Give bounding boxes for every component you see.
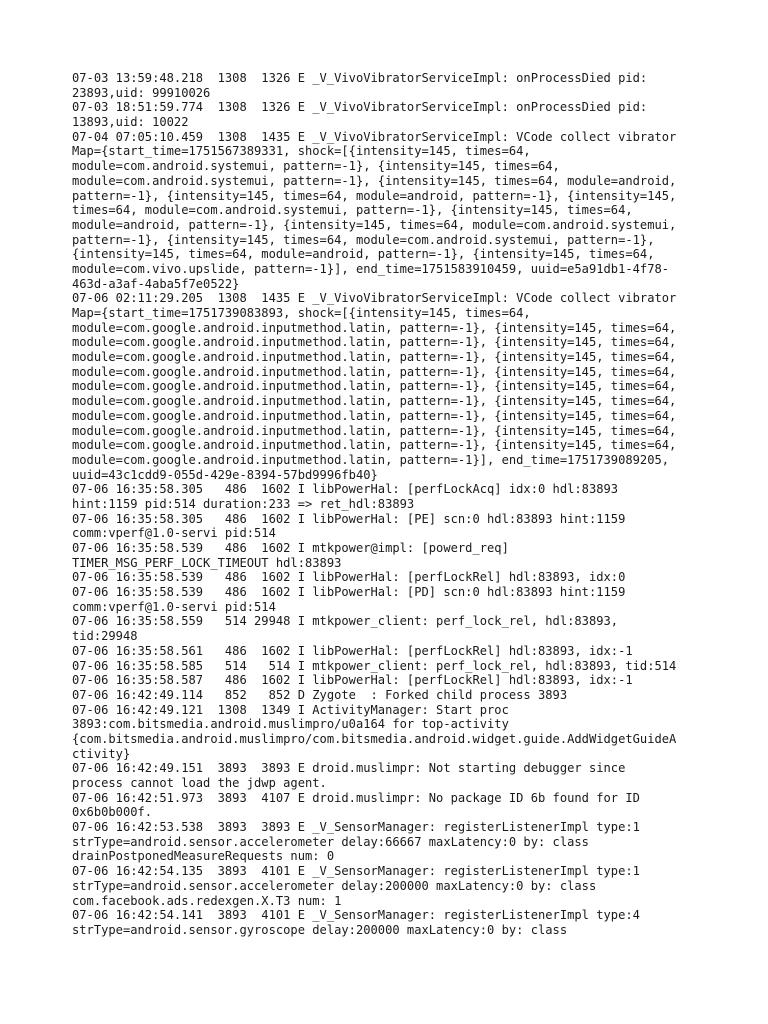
log-line: 07-04 07:05:10.459 1308 1435 E _V_VivoVibratorServiceImpl: VCode collect vibrator [72,129,677,144]
log-line: 07-06 16:42:49.121 1308 1349 I ActivityManager: Start proc [72,702,509,717]
log-line: com.facebook.ads.redexgen.X.T3 num: 1 [72,893,342,908]
log-line: strType=android.sensor.gyroscope delay:200000 maxLatency:0 by: class [72,922,568,937]
log-line: 13893,uid: 10022 [72,115,189,130]
log-line: 07-03 13:59:48.218 1308 1326 E _V_VivoVibratorServiceImpl: onProcessDied pid: [72,71,648,85]
log-line: module=android, pattern=-1}, {intensity=145, times=64, module=com.android.systemui, [72,217,677,232]
log-line: 07-06 16:35:58.539 486 1602 I libPowerHal: [PD] scn:0 hdl:83893 hint:1159 [72,585,626,600]
log-line: 07-06 16:35:58.559 514 29948 I mtkpower_client: perf_lock_rel, hdl:83893, [72,614,619,629]
log-line: 07-06 16:35:58.587 486 1602 I libPowerHal: [perfLockRel] hdl:83893, idx:-1 [72,673,633,688]
log-line: {com.bitsmedia.android.muslimpro/com.bitsmedia.android.widget.guide.AddWidgetGuideA [72,731,677,746]
log-line: module=com.android.systemui, pattern=-1}, {intensity=145, times=64, [72,159,560,174]
log-line: module=com.google.android.inputmethod.latin, pattern=-1}, {intensity=145, times=64, [72,379,677,394]
log-line: drainPostponedMeasureRequests num: 0 [72,849,335,864]
log-line: {intensity=145, times=64, module=android, pattern=-1}, {intensity=145, times=64, [72,247,655,262]
log-line: comm:vperf@1.0-servi pid:514 [72,526,276,541]
log-line: uuid=43c1cdd9-055d-429e-8394-57bd9996fb40} [72,467,378,482]
log-line: 463d-a3af-4aba5f7e0522} [72,276,240,291]
log-line: times=64, module=com.android.systemui, pattern=-1}, {intensity=145, times=64, [72,203,633,218]
log-line: 07-06 16:35:58.539 486 1602 I libPowerHal: [perfLockRel] hdl:83893, idx:0 [72,570,626,585]
log-text-body [72,71,712,938]
log-line: module=com.google.android.inputmethod.latin, pattern=-1}, {intensity=145, times=64, [72,408,677,423]
log-line: module=com.google.android.inputmethod.latin, pattern=-1}, {intensity=145, times=64, [72,394,677,409]
log-line: 07-06 16:42:54.135 3893 4101 E _V_SensorManager: registerListenerImpl type:1 [72,864,640,879]
log-line: ctivity} [72,746,131,761]
log-line: 07-03 18:51:59.774 1308 1326 E _V_VivoVibratorServiceImpl: onProcessDied pid: [72,100,648,115]
log-line: 0x6b0b000f. [72,805,153,820]
log-line: 3893:com.bitsmedia.android.muslimpro/u0a164 for top-activity [72,717,509,732]
log-line: 07-06 16:35:58.539 486 1602 I mtkpower@impl: [powerd_req] [72,541,509,555]
log-line: TIMER_MSG_PERF_LOCK_TIMEOUT hdl:83893 [72,555,342,570]
log-line: strType=android.sensor.accelerometer delay:200000 maxLatency:0 by: class [72,878,597,893]
log-line: 07-06 16:35:58.561 486 1602 I libPowerHal: [perfLockRel] hdl:83893, idx:-1 [72,643,633,658]
log-line: 07-06 16:35:58.305 486 1602 I libPowerHal: [PE] scn:0 hdl:83893 hint:1159 [72,511,626,526]
log-line: module=com.google.android.inputmethod.latin, pattern=-1}, {intensity=145, times=64, [72,438,677,453]
log-line: 07-06 16:42:54.141 3893 4101 E _V_SensorManager: registerListenerImpl type:4 [72,908,640,923]
log-line: comm:vperf@1.0-servi pid:514 [72,599,276,614]
log-line: module=com.google.android.inputmethod.latin, pattern=-1}], end_time=1751739089205, [72,452,670,467]
log-line: 07-06 16:35:58.585 514 514 I mtkpower_client: perf_lock_rel, hdl:83893, tid:514 [72,658,677,673]
log-line: module=com.google.android.inputmethod.latin, pattern=-1}, {intensity=145, times=64, [72,320,677,335]
log-line: module=com.google.android.inputmethod.latin, pattern=-1}, {intensity=145, times=64, [72,423,677,438]
log-line: module=com.google.android.inputmethod.latin, pattern=-1}, {intensity=145, times=64, [72,364,677,379]
log-line: pattern=-1}, {intensity=145, times=64, module=com.android.systemui, pattern=-1}, [72,232,655,247]
log-line: module=com.vivo.upslide, pattern=-1}], end_time=1751583910459, uuid=e5a91db1-4f78- [72,261,670,276]
log-line: module=com.android.systemui, pattern=-1}, {intensity=145, times=64, module=android, [72,173,677,188]
log-line: 07-06 16:35:58.305 486 1602 I libPowerHal: [perfLockAcq] idx:0 hdl:83893 [72,482,619,497]
log-line: pattern=-1}, {intensity=145, times=64, module=android, pattern=-1}, {intensity=145, [72,188,677,203]
log-line: 07-06 16:42:51.973 3893 4107 E droid.muslimpr: No package ID 6b found for ID [72,790,640,805]
log-line: Map={start_time=1751567389331, shock=[{intensity=145, times=64, [72,144,531,159]
log-line: 07-06 16:42:49.114 852 852 D Zygote : Forked child process 3893 [72,687,568,702]
log-line: strType=android.sensor.accelerometer delay:66667 maxLatency:0 by: class [72,834,589,849]
log-line: 23893,uid: 99910026 [72,85,211,100]
log-line: 07-06 16:42:49.151 3893 3893 E droid.muslimpr: Not starting debugger since [72,761,626,776]
log-line: module=com.google.android.inputmethod.latin, pattern=-1}, {intensity=145, times=64, [72,350,677,365]
log-line: 07-06 16:42:53.538 3893 3893 E _V_SensorManager: registerListenerImpl type:1 [72,820,640,835]
log-line: Map={start_time=1751739083893, shock=[{intensity=145, times=64, [72,306,531,320]
log-line: 07-06 02:11:29.205 1308 1435 E _V_VivoVibratorServiceImpl: VCode collect vibrator [72,291,677,306]
log-line: process cannot load the jdwp agent. [72,776,327,790]
log-line: tid:29948 [72,629,138,644]
log-line: module=com.google.android.inputmethod.latin, pattern=-1}, {intensity=145, times=64, [72,335,677,350]
log-line: hint:1159 pid:514 duration:233 => ret_hdl:83893 [72,496,415,511]
